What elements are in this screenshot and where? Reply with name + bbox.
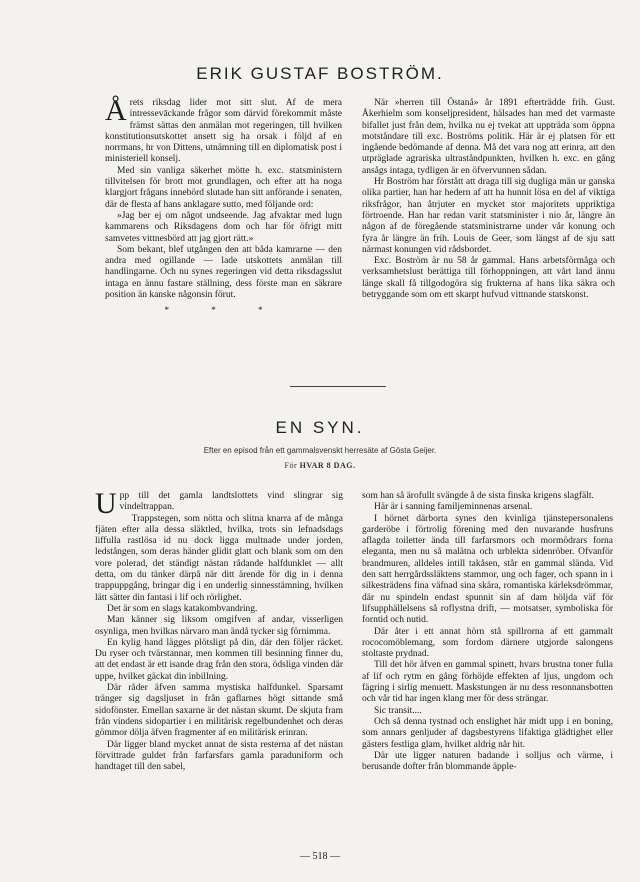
paragraph: Där ligger bland mycket annat de sista resterna af det nästan förvittrade guldet från farfarsfars gamla paraduniform och handtaget till den sabel, [95, 739, 343, 773]
paragraph: Där åter i ett annat hörn stå spillrorna af ett gammalt rococomöblemang, som fordom därnere utgjorde salongens stoltaste prydnad. [362, 626, 613, 660]
paragraph: Exc. Boström är nu 58 år gammal. Hans arbetsförmåga och verksamhetslust berättiga till förhoppningen, att vårt land ännu länge skall få tillgodogöra sig frukterna af hans lika säkra och betryggande som om ett skarpt hufvud vittnande statskonst. [362, 256, 615, 301]
paragraph: Här är i sanning familjeminnenas arsenal. [374, 502, 533, 513]
paragraph: Med sin vanliga säkerhet mötte h. exc. statsministern tillvitelsen för brott mot grundlagen, och efter att ha noga klargjort frågans innebörd slutade han sitt anförande i senaten, där de flesta af hans anklagare sutto, med följande ord: [105, 165, 342, 210]
paragraph: Och så denna tystnad och enslighet här midt upp i en boning, som annars genljuder af dagsbestyrens lifaktiga glädtighet eller gästers festliga glam, hvilket aldrig når hit. [362, 716, 613, 750]
paragraph: Det är som en slags katakombvandring. [107, 603, 258, 614]
article2-right-column [362, 491, 613, 773]
paragraph: I hörnet därborta synes den kvinliga tjänstepersonalens garderöbe i förtrolig förening med den nuvarande husfruns aflagda toiletter ända till farfarsmors och mormödrars forna eleganta, men nu så malätna och urblekta sidenröber. Ofvanför brandmuren, alldeles intill takåsen, står en gammal slända. Vid den satt herrgårdssläktens stammor, ung och fager, och spann in i silkesträdens fina väfnad sina skära, romantiska kärleksdrömmar, där nu spindeln endast spunnit sin af dam höljda väf för lifsupphällelsens så roflystna drift, — motsatser, symboliska för forntid och nutid. [362, 513, 613, 626]
article-title: ERIK GUSTAF BOSTRÖM. [196, 64, 444, 83]
paragraph: Trappstegen, som nötta och slitna knarra af de många fjäten efter alla dessa släktled, hvilka, trots sin lefnadsdags liffulla rastlösa id nu dock ligga multnade under jorden, ledstången, som deras händer glidit glatt och blank som om den vore polerad, det ständigt nästan rådande halfdunklet — allt detta, om du tänker därpå när ditt ärende för dig in i denna trappuppgång, bringar dig i en underlig sinnesstämning, hvilken lätt sätter din fantasi i lif och rörlighet. [95, 513, 343, 603]
paragraph: Som bekant, blef utgången den att båda kamrarne — den andra med ogillande — lade utskottets anmälan till handlingarne. Och nu synes regeringen vid detta riksdagsslut intaga en ännu fastare ställning, dess förste man en säkrare position än kanske någonsin förut. [105, 244, 342, 301]
page-number: — 518 — [300, 851, 340, 862]
drop-cap: Å [105, 94, 127, 127]
paragraph: Där ute ligger naturen badande i solljus och värme, i berusande dofter från blommande äpple- [362, 750, 613, 773]
story-title: EN SYN. [275, 418, 365, 437]
drop-cap: U [95, 487, 117, 520]
paragraph: som han så ärofullt svängde å de sista finska krigens slagfält. [362, 491, 594, 501]
paragraph: Där råder äfven samma mystiska halfdunkel. Sparsamt tränger sig dagsljuset in från gaflarnes högt sittande små sidofönster. Emellan saxarne är det nästan skumt. De skjuta fram från vindens sidopartier i en militärisk regelbundenhet och deras gömmor dölja äfven fragmenter af en militärisk erinran. [95, 683, 343, 739]
paragraph: »Jag ber ej om något undseende. Jag afvaktar med lugn kammarens och Riksdagens dom och har för öfrigt mitt samvetes vittnesbörd att jag gjort rätt.» [105, 210, 342, 244]
paragraph: Upp till det gamla landtslottets vind slingrar sig vindeltrappan. [95, 487, 343, 520]
paragraph: När »herren till Östanå» år 1891 efterträdde frih. Gust. Åkerhielm som konseljpresident, hälsades han med det varmaste bifallet just från dem, hvilka nu ej tvekat att uppträda som öppna motståndare till exc. Boströms politik. Här är ej platsen för ett ingående bedömande af denna. Må det vara nog att erinra, att den utpräglade agrariska ultraståndpunkten, hvilken h. exc. en gång ansågs intaga, tydligen är en öfvervunnen sådan. [362, 98, 615, 176]
paragraph: Årets riksdag lider mot sitt slut. Af de mera intressevāckande frågor som därvid förekommit måste främst sättas den anmälan mot regeringen, till hvilken konstitutionsutskottet ansett sig ha orsak i följd af en norrmans, hr von Dittens, utnämning till en diplomatisk post i ministeriell konselj. [105, 94, 342, 165]
paragraph: Till det hör äfven en gammal spinett, hvars brustna toner fulla af lif och rytm en gång förhöjde effekten af ljus, ungdom och fägring i sirlig menuett. Maskstungen är nu dess resonnansbotten och vår tid har ingen klang mer för dess strängar. [362, 660, 613, 705]
story-subtitle: Efter en episod från ett gammalsvenskt herresäte af Gösta Geijer. [203, 446, 437, 455]
article1-right-column [362, 98, 615, 301]
paragraph: Sic transit.... [374, 705, 422, 716]
story-byline: För HVAR 8 DAG. [284, 461, 356, 470]
article2-left-column [95, 487, 343, 773]
article1-left-column [105, 94, 342, 317]
section-stars: * * * [164, 305, 283, 316]
paragraph: En kylig hand lägges plötsligt på din, där den följer räcket. Du ryser och tvärstannar, men kommen till besinning finner du, att det endast är ett isande drag från den stora, ödsliga vinden där uppe, hvilket gäckat din inbillning. [95, 637, 343, 682]
article-divider [290, 386, 386, 387]
paragraph: Hr Boström har förstått att draga till sig dugliga män ur ganska olika partier, han har hedern af att ha hunnit lösa en del af viktiga riksfrågor, han åtrjuter en mycket stor majoritets uppriktiga förtroende. Han har redan varit statsminister i nio år, längre än någon af de föregående statsministrarne under vår konung och fyra år längre än frih. Louis de Geer, som längst af de sju satt närmast konungen vid rådsbordet. [362, 177, 615, 255]
paragraph: Man känner sig liksom omgifven af andar, visserligen osynliga, men hvilkas närvaro man ändå tycker sig förnimma. [95, 615, 343, 637]
